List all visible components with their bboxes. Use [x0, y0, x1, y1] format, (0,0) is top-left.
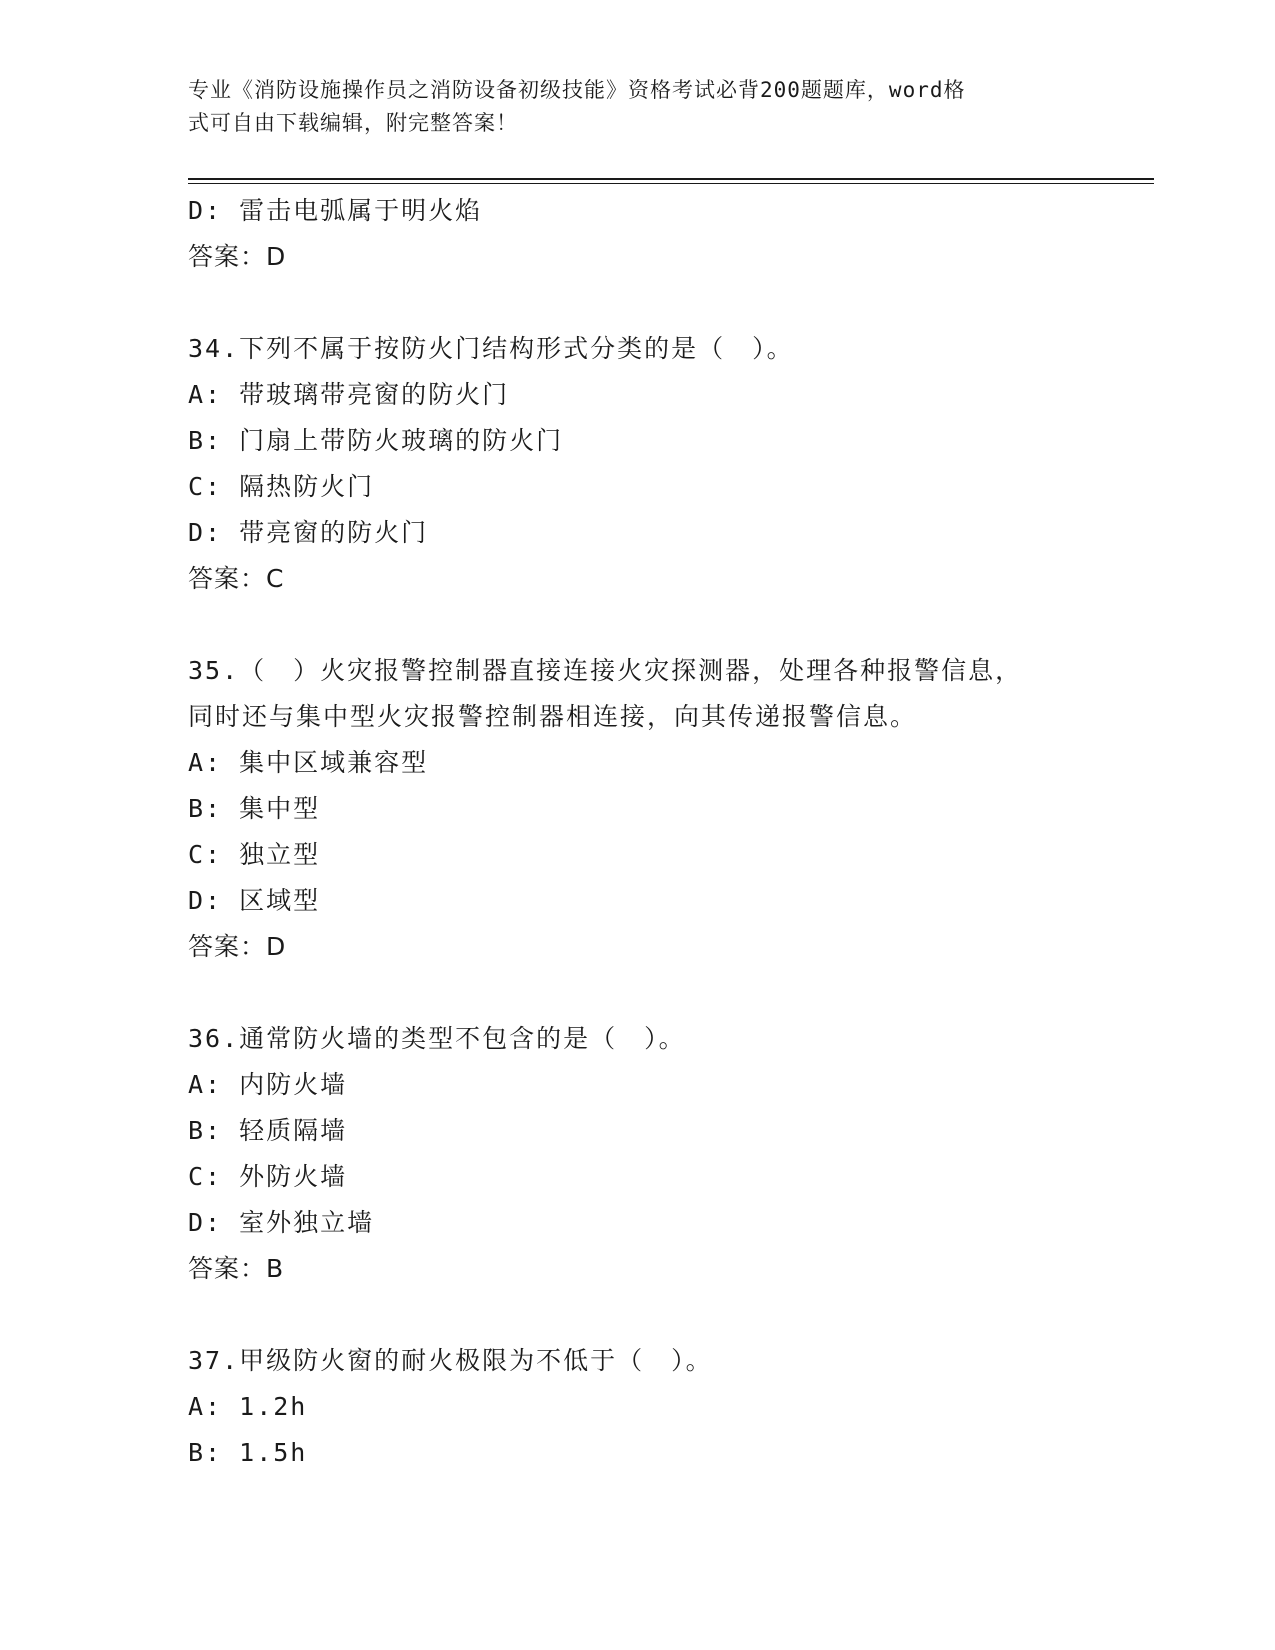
option-b: B: 集中型: [188, 794, 321, 823]
option-d: D: 区域型: [188, 886, 321, 915]
option-a: A: 1.2h: [188, 1392, 308, 1421]
question-34: [188, 326, 1088, 602]
option-c: C: 外防火墙: [188, 1162, 348, 1191]
header-divider-thin: [188, 183, 1154, 184]
question-stem: 37.甲级防火窗的耐火极限为不低于（ ）。: [188, 1346, 713, 1375]
option-a: A: 集中区域兼容型: [188, 748, 429, 777]
prev-answer: 答案：D: [188, 242, 287, 271]
option-b: B: 门扇上带防火玻璃的防火门: [188, 426, 564, 455]
answer: 答案：C: [188, 564, 285, 593]
option-c: C: 隔热防火门: [188, 472, 375, 501]
question-stem: 36.通常防火墙的类型不包含的是（ ）。: [188, 1024, 686, 1053]
spacer: [188, 970, 1088, 1016]
option-b: B: 轻质隔墙: [188, 1116, 348, 1145]
header-divider-thick: [188, 178, 1154, 180]
spacer: [188, 280, 1088, 326]
document-header: [188, 74, 1068, 140]
option-a: A: 内防火墙: [188, 1070, 348, 1099]
option-c: C: 独立型: [188, 840, 321, 869]
question-35: [188, 648, 1088, 970]
option-d: D: 室外独立墙: [188, 1208, 375, 1237]
question-stem: 34.下列不属于按防火门结构形式分类的是（ ）。: [188, 334, 794, 363]
answer: 答案：B: [188, 1254, 285, 1283]
prev-option-d: D: 雷击电弧属于明火焰: [188, 196, 483, 225]
header-line-2: 式可自由下载编辑，附完整答案！: [188, 111, 518, 135]
question-stem-line-1: 35.（ ）火灾报警控制器直接连接火灾探测器，处理各种报警信息，: [188, 656, 1023, 685]
question-36: [188, 1016, 1088, 1292]
spacer: [188, 602, 1088, 648]
spacer: [188, 1292, 1088, 1338]
answer: 答案：D: [188, 932, 287, 961]
question-list: [188, 188, 1088, 1476]
option-d: D: 带亮窗的防火门: [188, 518, 429, 547]
header-line-1: 专业《消防设施操作员之消防设备初级技能》资格考试必背200题题库，word格: [188, 78, 966, 102]
option-a: A: 带玻璃带亮窗的防火门: [188, 380, 510, 409]
question-37: [188, 1338, 1088, 1476]
option-b: B: 1.5h: [188, 1438, 308, 1467]
question-stem-line-2: 同时还与集中型火灾报警控制器相连接，向其传递报警信息。: [188, 702, 918, 731]
